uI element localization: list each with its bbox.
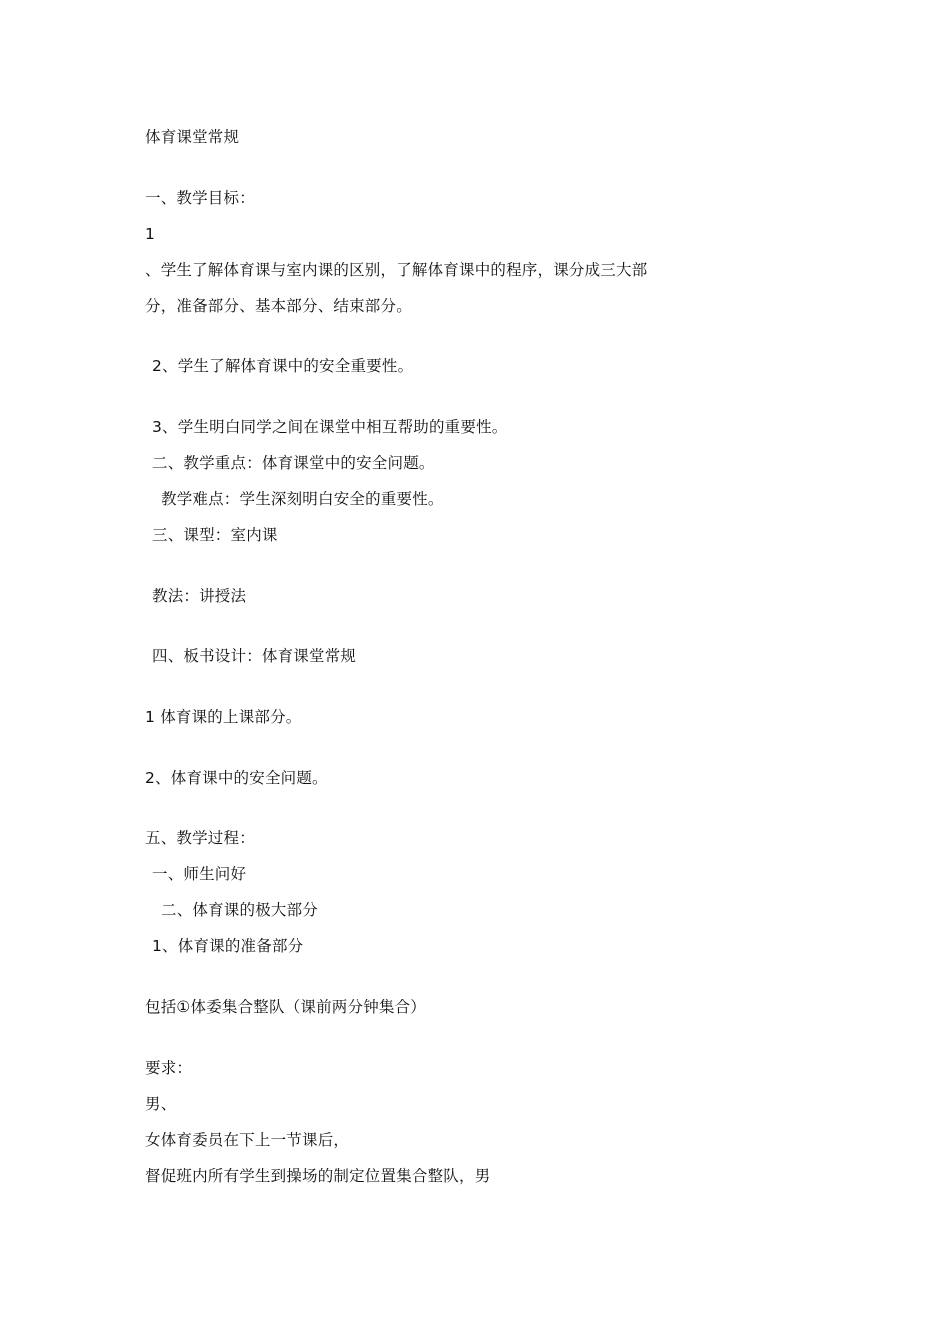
text-line: 女体育委员在下上一节课后， — [145, 1131, 350, 1149]
text-line: 一、师生问好 — [152, 865, 247, 883]
text-line: 四、板书设计：体育课堂常规 — [152, 647, 357, 665]
text-line: 1 — [145, 225, 156, 243]
text-line: 3、学生明白同学之间在课堂中相互帮助的重要性。 — [152, 418, 508, 436]
text-line: 分，准备部分、基本部分、结束部分。 — [145, 297, 412, 315]
text-line: 、学生了解体育课与室内课的区别，了解体育课中的程序，课分成三大部 — [145, 261, 648, 279]
text-line: 督促班内所有学生到操场的制定位置集合整队，男 — [145, 1167, 491, 1185]
text-line: 男、 — [145, 1095, 177, 1113]
text-line: 二、教学重点：体育课堂中的安全问题。 — [152, 454, 435, 472]
text-line: 要求： — [145, 1059, 193, 1077]
text-line: 教法：讲授法 — [152, 587, 247, 605]
text-line: 包括①体委集合整队（课前两分钟集合） — [145, 998, 426, 1016]
text-line: 1 体育课的上课部分。 — [145, 708, 302, 726]
text-line: 1、体育课的准备部分 — [152, 937, 304, 955]
text-line: 二、体育课的极大部分 — [161, 901, 319, 919]
text-line: 2、学生了解体育课中的安全重要性。 — [152, 357, 414, 375]
text-line: 三、课型：室内课 — [152, 526, 278, 544]
text-line: 教学难点：学生深刻明白安全的重要性。 — [161, 490, 444, 508]
text-line: 五、教学过程： — [145, 829, 255, 847]
text-line: 2、体育课中的安全问题。 — [145, 769, 328, 787]
document-title: 体育课堂常规 — [145, 128, 240, 146]
text-line: 一、教学目标： — [145, 189, 255, 207]
